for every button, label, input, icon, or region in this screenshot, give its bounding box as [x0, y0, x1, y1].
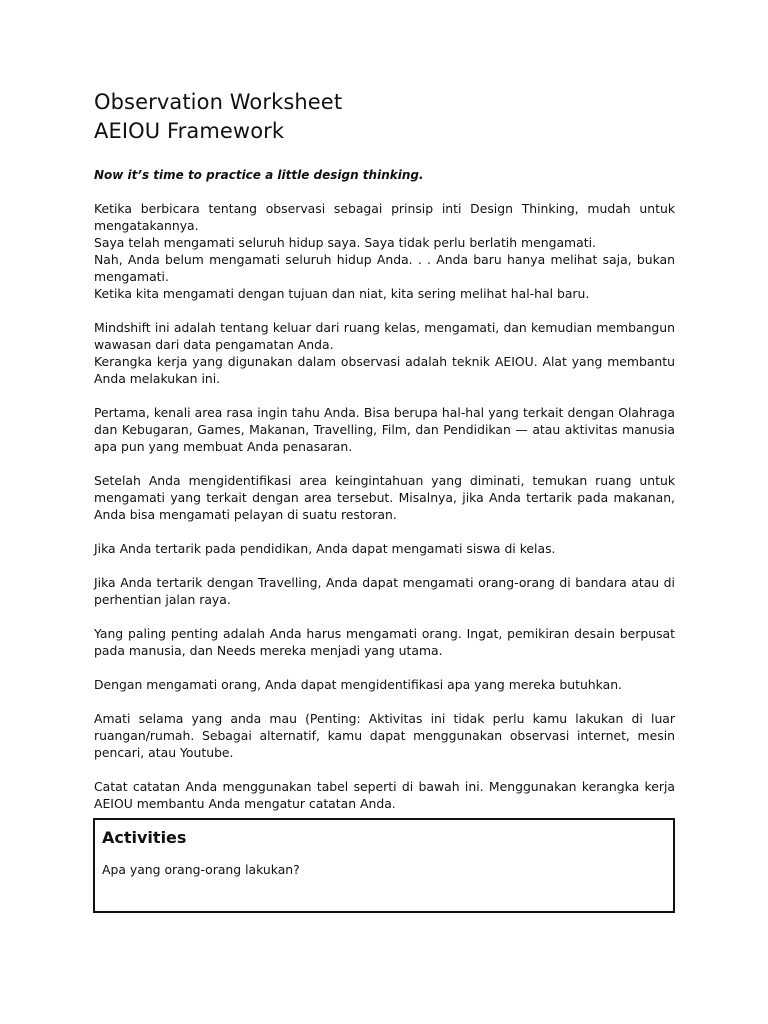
paragraph-line: Jika Anda tertarik dengan Travelling, Anda dapat mengamati orang-orang di bandara atau di perhentian jalan raya. — [94, 575, 675, 607]
paragraph-line: Catat catatan Anda menggunakan tabel seperti di bawah ini. Menggunakan kerangka kerja AEIOU membantu Anda mengatur catatan Anda. — [94, 779, 675, 811]
activities-question: Apa yang orang-orang lakukan? — [102, 862, 300, 877]
paragraph-2 — [94, 319, 675, 387]
title-line-2: AEIOU Framework — [94, 119, 285, 143]
paragraph-line: Yang paling penting adalah Anda harus mengamati orang. Ingat, pemikiran desain berpusat pada manusia, dan Needs mereka menjadi yang utama. — [94, 626, 675, 658]
paragraph-line: Ketika kita mengamati dengan tujuan dan niat, kita sering melihat hal-hal baru. — [94, 286, 590, 301]
paragraph-line: Kerangka kerja yang digunakan dalam observasi adalah teknik AEIOU. Alat yang membantu Anda melakukan ini. — [94, 354, 675, 386]
paragraph-6 — [94, 574, 675, 608]
activities-heading: Activities — [102, 828, 187, 847]
paragraph-4 — [94, 472, 675, 523]
title-line-1: Observation Worksheet — [94, 90, 343, 114]
paragraph-8 — [94, 676, 675, 693]
paragraph-3 — [94, 404, 675, 455]
paragraph-line: Saya telah mengamati seluruh hidup saya. Saya tidak perlu berlatih mengamati. — [94, 235, 596, 250]
paragraph-5 — [94, 540, 675, 557]
paragraph-line: Amati selama yang anda mau (Penting: Aktivitas ini tidak perlu kamu lakukan di luar ruangan/rumah. Sebagai alternatif, kamu dapat menggunakan observasi internet, mesin pencari, atau Youtube. — [94, 711, 675, 760]
paragraph-9 — [94, 710, 675, 761]
paragraph-1 — [94, 200, 675, 302]
paragraph-line: Jika Anda tertarik pada pendidikan, Anda dapat mengamati siswa di kelas. — [94, 541, 556, 556]
activities-table — [93, 818, 675, 913]
page-title — [94, 88, 675, 146]
paragraph-line: Nah, Anda belum mengamati seluruh hidup Anda. . . Anda baru hanya melihat saja, bukan mengamati. — [94, 252, 675, 284]
intro-text: Now it’s time to practice a little design thinking. — [94, 168, 424, 182]
paragraph-10 — [94, 778, 675, 812]
body-text — [94, 200, 675, 829]
paragraph-line: Setelah Anda mengidentifikasi area keingintahuan yang diminati, temukan ruang untuk mengamati yang terkait dengan area tersebut. Misalnya, jika Anda tertarik pada makanan, Anda bisa mengamati pelayan di suatu restoran. — [94, 473, 675, 522]
paragraph-line: Mindshift ini adalah tentang keluar dari ruang kelas, mengamati, dan kemudian membangun wawasan dari data pengamatan Anda. — [94, 320, 675, 352]
paragraph-line: Dengan mengamati orang, Anda dapat mengidentifikasi apa yang mereka butuhkan. — [94, 677, 622, 692]
paragraph-line: Pertama, kenali area rasa ingin tahu Anda. Bisa berupa hal-hal yang terkait dengan Olahraga dan Kebugaran, Games, Makanan, Travelling, Film, dan Pendidikan — atau aktivitas manusia apa pun yang membuat Anda penasaran. — [94, 405, 675, 454]
worksheet-page — [94, 88, 675, 811]
paragraph-7 — [94, 625, 675, 659]
paragraph-line: Ketika berbicara tentang observasi sebagai prinsip inti Design Thinking, mudah untuk mengatakannya. — [94, 201, 675, 233]
